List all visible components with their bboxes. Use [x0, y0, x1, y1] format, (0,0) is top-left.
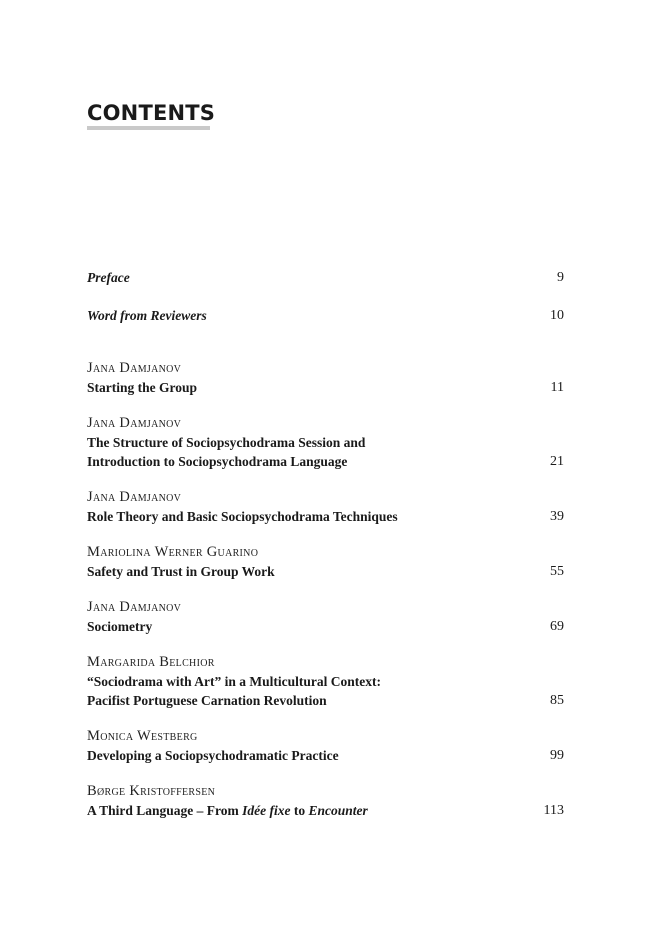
entry-page: 10 — [550, 308, 564, 323]
entry-title-line1: The Structure of Sociopsychodrama Session and — [87, 435, 366, 450]
entry-page: 113 — [543, 803, 564, 818]
entry-title: Starting the Group — [87, 380, 198, 395]
entry-title: Role Theory and Basic Sociopsychodrama Techniques — [87, 509, 398, 524]
title-underline — [87, 126, 210, 130]
toc-entry-sociometry[interactable] — [87, 598, 564, 636]
toc-entry-third-language[interactable] — [87, 782, 564, 820]
entry-title: Word from Reviewers — [87, 308, 207, 323]
toc-entry-structure[interactable] — [87, 414, 564, 471]
entry-author: Jana Damjanov — [87, 415, 182, 431]
toc-entry-practice[interactable] — [87, 727, 564, 765]
entry-title: Developing a Sociopsychodramatic Practice — [87, 748, 339, 763]
title-part-italic: Encounter — [308, 803, 368, 818]
entry-author: Jana Damjanov — [87, 489, 182, 505]
title-part: A Third Language – From — [87, 803, 243, 818]
entry-author: Monica Westberg — [87, 728, 198, 744]
entry-page: 21 — [550, 454, 564, 469]
entry-title — [87, 801, 564, 820]
toc-entry-starting-group[interactable] — [87, 359, 564, 397]
toc-entry-sociodrama-art[interactable] — [87, 653, 564, 710]
entry-title: Sociometry — [87, 619, 153, 634]
entry-title-line2: Introduction to Sociopsychodrama Language — [87, 454, 348, 469]
entry-author: Margarida Belchior — [87, 654, 215, 670]
entry-title: Safety and Trust in Group Work — [87, 564, 275, 579]
entry-page: 9 — [557, 270, 564, 285]
entry-page: 55 — [550, 564, 564, 579]
page-title: CONTENTS — [87, 101, 216, 125]
entry-author: Jana Damjanov — [87, 360, 182, 376]
toc-entry-role-theory[interactable] — [87, 488, 564, 526]
toc-entry-safety-trust[interactable] — [87, 543, 564, 581]
entry-page: 39 — [550, 509, 564, 524]
entry-title-line1: “Sociodrama with Art” in a Multicultural Context: — [87, 674, 381, 689]
title-part-italic: Idée fixe — [242, 803, 291, 818]
entry-page: 99 — [550, 748, 564, 763]
title-part: to — [290, 803, 309, 818]
entry-page: 69 — [550, 619, 564, 634]
toc-entry-reviewers[interactable] — [87, 306, 564, 325]
toc-entry-preface[interactable] — [87, 268, 564, 287]
entry-author: Børge Kristoffersen — [87, 783, 216, 799]
entry-title-line2: Pacifist Portuguese Carnation Revolution — [87, 693, 327, 708]
entry-title: Preface — [87, 270, 130, 285]
entry-page: 11 — [550, 380, 564, 395]
entry-page: 85 — [550, 693, 564, 708]
entry-author: Mariolina Werner Guarino — [87, 544, 259, 560]
entry-author: Jana Damjanov — [87, 599, 182, 615]
